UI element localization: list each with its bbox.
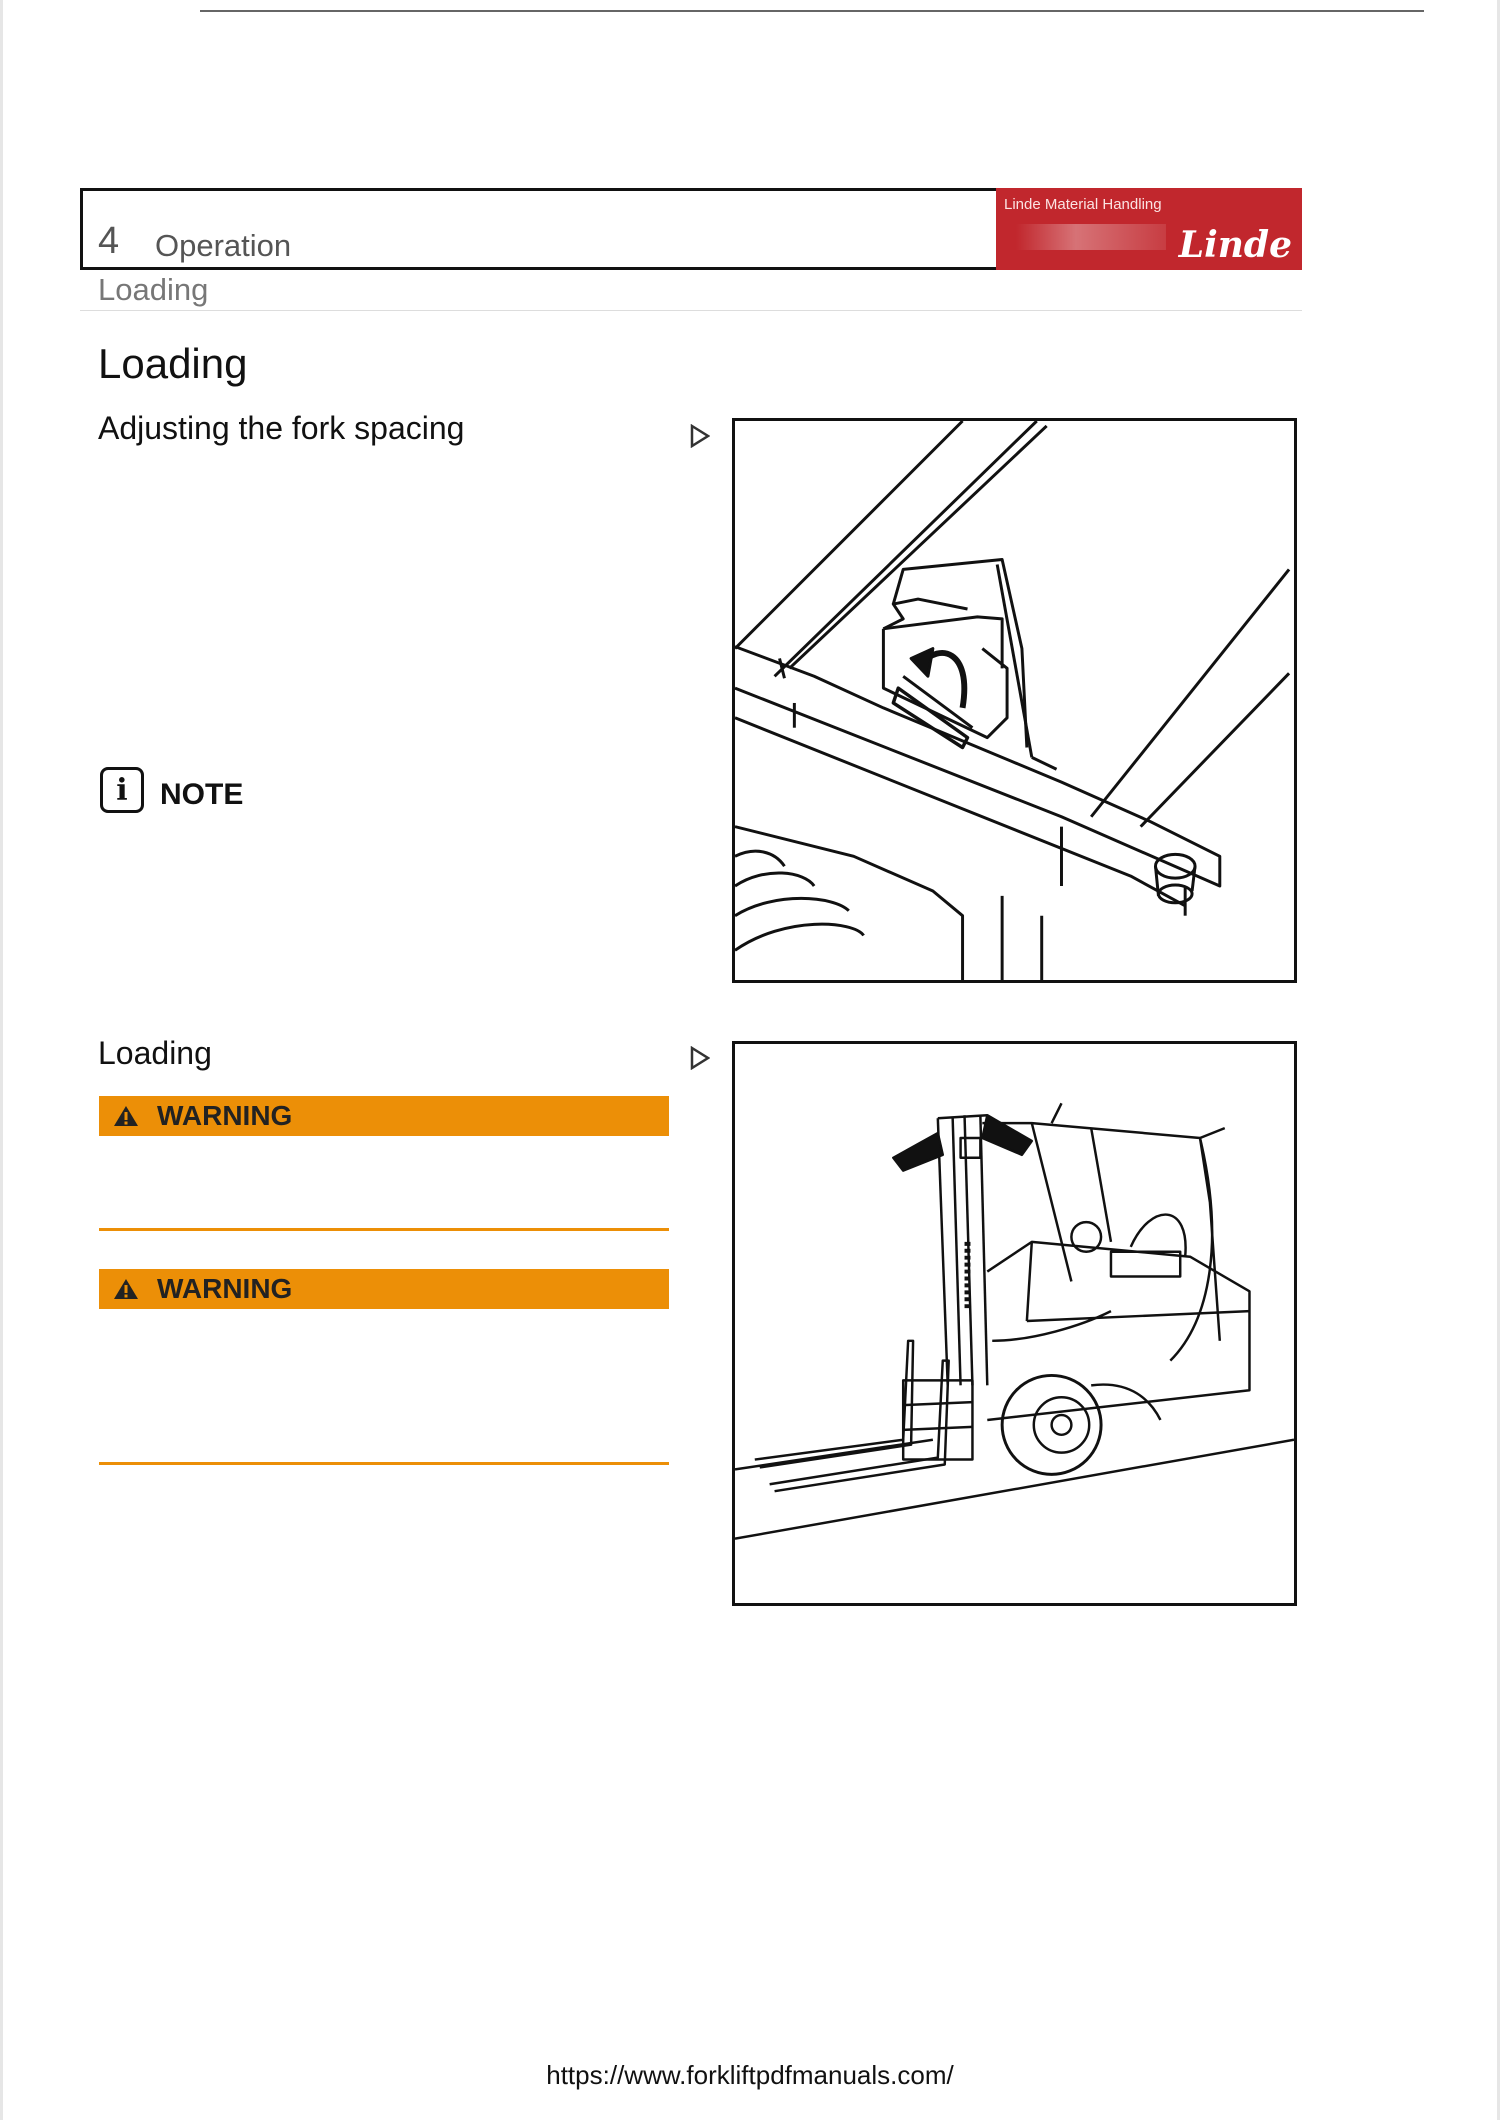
warning-end-rule	[99, 1228, 669, 1231]
note-label: NOTE	[160, 778, 244, 811]
fork-spacing-heading: Adjusting the fork spacing	[98, 410, 465, 446]
warning-banner	[99, 1096, 669, 1136]
warning-triangle-icon	[113, 1105, 139, 1127]
info-icon: i	[100, 767, 144, 813]
page-title: Loading	[98, 340, 248, 387]
warning-label: WARNING	[157, 1273, 293, 1304]
warning-banner	[99, 1269, 669, 1309]
footer-url[interactable]: https://www.forkliftpdfmanuals.com/	[546, 2060, 954, 2090]
warning-triangle-icon	[113, 1278, 139, 1300]
warning-label: WARNING	[157, 1100, 293, 1131]
brand-tagline: Linde Material Handling	[1004, 196, 1162, 213]
loading-heading: Loading	[98, 1035, 212, 1071]
fork-lever-illustration	[732, 418, 1297, 983]
section-subtitle: Loading	[98, 272, 209, 307]
forklift-illustration	[732, 1041, 1297, 1606]
pointer-triangle-icon	[690, 1046, 710, 1075]
top-divider	[200, 10, 1424, 12]
brand-logo-block	[996, 188, 1302, 270]
page-edge-left	[0, 0, 3, 2120]
chapter-title: Operation	[155, 228, 292, 263]
pointer-triangle-icon	[690, 424, 710, 453]
brand-gradient	[1016, 224, 1166, 250]
warning-end-rule	[99, 1462, 669, 1465]
chapter-number: 4	[98, 220, 120, 262]
header-divider	[80, 310, 1302, 311]
brand-logo: Linde	[1178, 224, 1292, 266]
